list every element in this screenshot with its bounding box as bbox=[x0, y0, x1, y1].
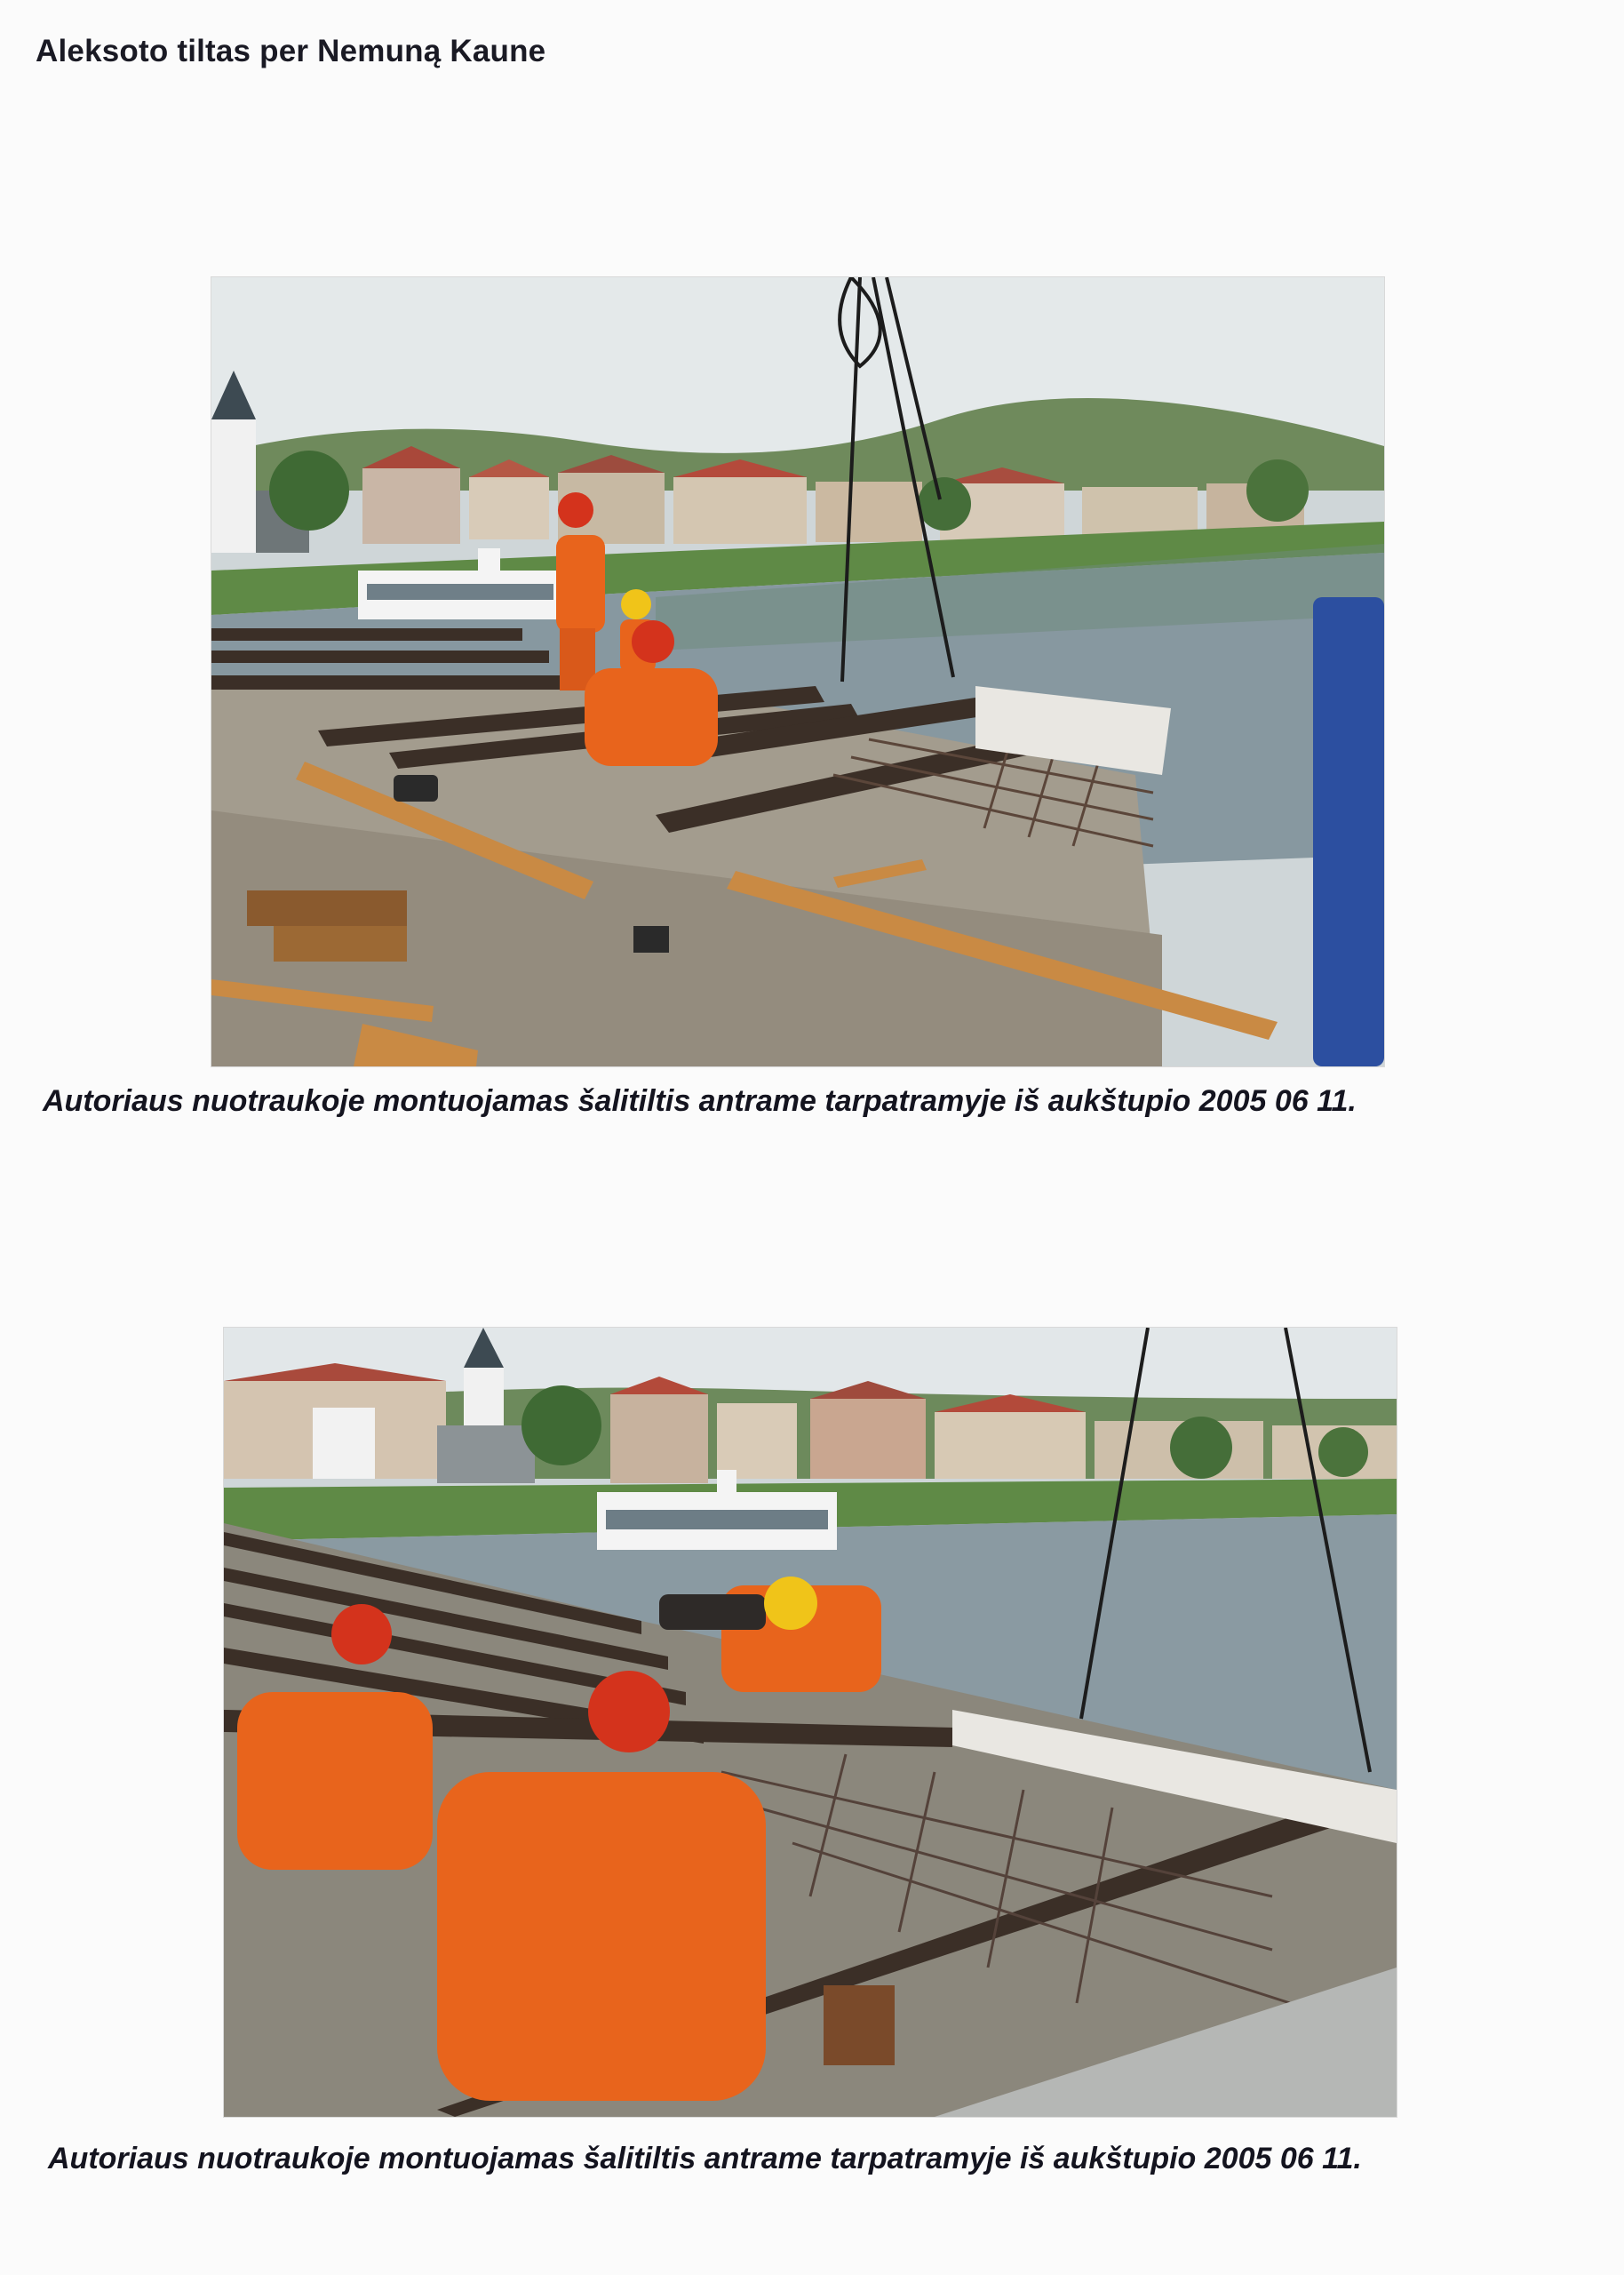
blue-tank bbox=[1313, 597, 1384, 1066]
tree bbox=[1170, 1417, 1232, 1479]
tree bbox=[269, 451, 349, 531]
tree bbox=[521, 1385, 601, 1465]
photo-1-illustration bbox=[211, 277, 1384, 1066]
photo-2-caption: Autoriaus nuotraukoje montuojamas šalitiltis antrame tarpatramyje iš aukštupio 2005 06 11. bbox=[48, 2142, 1362, 2175]
tree bbox=[918, 477, 971, 531]
photo-bridge-construction-1 bbox=[211, 277, 1384, 1066]
photo-1-caption: Autoriaus nuotraukoje montuojamas šalitiltis antrame tarpatramyje iš aukštupio 2005 06 11. bbox=[43, 1084, 1357, 1118]
photo-2-illustration bbox=[224, 1328, 1397, 2117]
tree bbox=[1246, 459, 1309, 522]
tree bbox=[1318, 1427, 1368, 1477]
wooden-block bbox=[824, 1985, 895, 2065]
photo-bridge-construction-2 bbox=[224, 1328, 1397, 2117]
page-title: Aleksoto tiltas per Nemuną Kaune bbox=[36, 34, 546, 68]
